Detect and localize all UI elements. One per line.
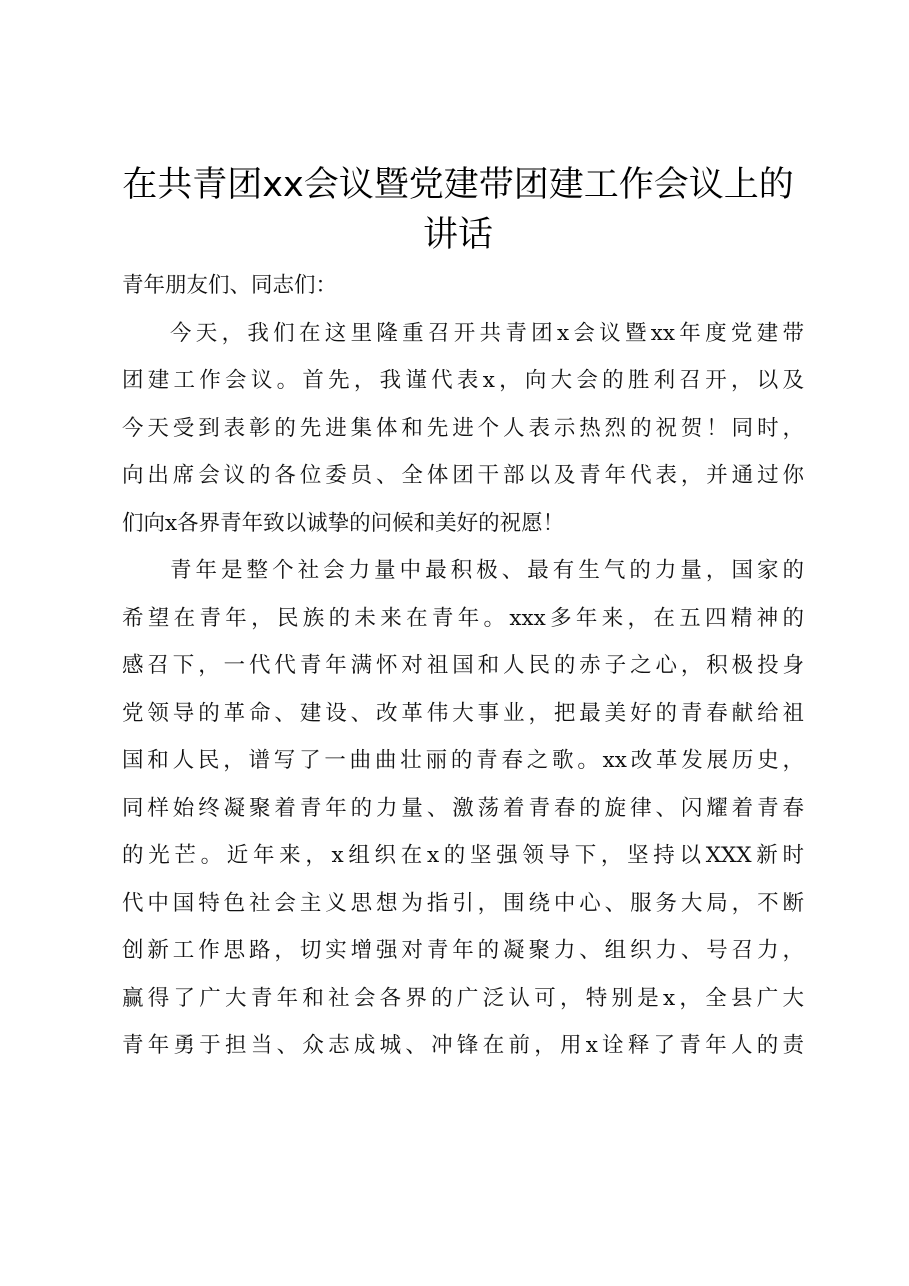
salutation: 青年朋友们、同志们：: [122, 273, 338, 298]
paragraph-line: 希望在青年，民族的未来在青年。xxx多年来，在五四精神的: [122, 605, 804, 631]
paragraph-line: 青年勇于担当、众志成城、冲锋在前，用x诠释了青年人的责: [122, 1033, 804, 1058]
document-title: [118, 160, 798, 260]
paragraph-line: 国和人民，谱写了一曲曲壮丽的青春之歌。xx改革发展历史，: [122, 748, 804, 773]
paragraph-line: 的光芒。近年来，x组织在x的坚强领导下，坚持以XXX新时: [122, 843, 804, 868]
title-line-2: 讲话: [422, 215, 493, 255]
paragraph-line: 党领导的革命、建设、改革伟大事业，把最美好的青春献给祖: [122, 700, 804, 726]
paragraph-1: [122, 310, 804, 548]
paragraph-2: [122, 547, 804, 1070]
paragraph-line: 向出席会议的各位委员、全体团干部以及青年代表，并通过你: [122, 463, 804, 488]
paragraph-line: 青年是整个社会力量中最积极、最有生气的力量，国家的: [170, 558, 804, 583]
paragraph-line: 们向x各界青年致以诚挚的问候和美好的祝愿！: [122, 510, 565, 536]
paragraph-line: 赢得了广大青年和社会各界的广泛认可，特别是x，全县广大: [122, 985, 804, 1011]
paragraph-line: 感召下，一代代青年满怀对祖国和人民的赤子之心，积极投身: [122, 653, 804, 678]
document-body: [122, 262, 804, 1070]
paragraph-line: 同样始终凝聚着青年的力量、激荡着青春的旋律、闪耀着青春: [122, 795, 804, 821]
paragraph-line: 今天受到表彰的先进集体和先进个人表示热烈的祝贺！同时，: [122, 415, 804, 441]
title-line-1: 在共青团xx会议暨党建带团建工作会议上的: [122, 165, 794, 205]
paragraph-line: 代中国特色社会主义思想为指引，围绕中心、服务大局，不断: [122, 890, 804, 916]
paragraph-line: 团建工作会议。首先，我谨代表x，向大会的胜利召开，以及: [122, 368, 804, 393]
paragraph-line: 创新工作思路，切实增强对青年的凝聚力、组织力、号召力，: [122, 938, 804, 963]
paragraph-line: 今天，我们在这里隆重召开共青团x会议暨xx年度党建带: [170, 320, 804, 346]
